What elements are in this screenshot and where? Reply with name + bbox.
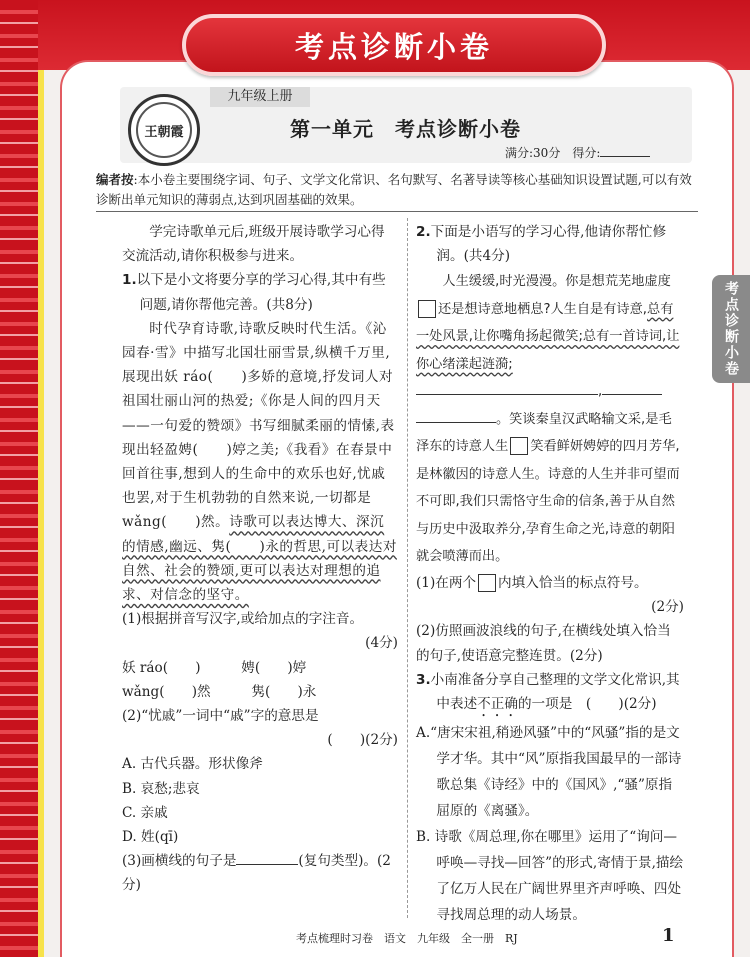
brand-logo xyxy=(128,94,200,166)
title-banner xyxy=(182,14,606,76)
question-3-stem-a: 小南准备分享自己整理的文学文化常识,其中表述 xyxy=(430,671,680,712)
sub-question-2-score: ( )(2分) xyxy=(327,732,398,749)
page-footer: 考点梳理时习卷 语文 九年级 全一册 RJ xyxy=(296,932,518,945)
sub-question-2: (2)“忧戚”一词中“戚”字的意思是 xyxy=(122,708,319,725)
passage-part-5: 笑看鲜妍娉婷的四月芳华,是林徽因的诗意人生。诗意的人生并非可望而不可即,我们只需恪守生命的信条,善于从自然与历史中汲取养分,孕育生命之光,诗意的朝阳就会喷薄而出。 xyxy=(416,439,680,565)
editor-note-label: 编者按 xyxy=(96,172,134,187)
passage-underlined: 诗歌可以表达博大、深沉的情感,幽远、隽( )永的哲思,可以表达对自然、社会的赞颂,更可以表达对理想的追求、对信念的坚守。 xyxy=(122,514,397,604)
question-2-passage: 人生缓缓,时光漫漫。你是想荒芜地虚度还是想诗意地栖息?人生自是有诗意,总有一处风景,让你嘴角扬起微笑;总有一首诗词,让你心绪漾起涟漪; , 。笑谈秦皇汉武略输文采,是毛泽东的诗意人生 笑看鲜妍娉婷的四月芳华,是林徽因的诗意人生。诗意的人生并非可望而不可即,我们只需恪守生命的信条,善于从自然与历史中汲取养分,孕育生命之光,诗意的朝阳就会喷薄而出。 xyxy=(416,274,680,565)
sub-question-3-type: (复句类型)。(2分) xyxy=(122,853,391,894)
score-text: 满分:30分 得分: xyxy=(505,146,601,160)
sub-question-q2-2: (2)仿照画波浪线的句子,在横线处填入恰当的句子,使语意完整连贯。(2分) xyxy=(416,623,671,664)
question-3 xyxy=(416,668,684,720)
option-b: B. 哀愁;悲哀 xyxy=(122,780,200,797)
column-divider xyxy=(407,218,408,918)
sub-q2-1-text-a: (1)在两个 xyxy=(416,574,477,591)
question-1 xyxy=(122,268,398,316)
punctuation-box-1[interactable] xyxy=(418,300,436,318)
sub-question-3-text: (3)画横线的句子是 xyxy=(122,853,237,870)
punctuation-box-icon xyxy=(478,574,496,592)
sub-q2-1-text-b: 内填入恰当的标点符号。 xyxy=(498,574,648,591)
passage-part-1: 人生缓缓,时光漫漫。你是想荒芜地虚度 xyxy=(442,274,671,290)
banner-title: 考点诊断小卷 xyxy=(294,29,493,64)
grade-label: 九年级上册 xyxy=(210,87,310,107)
decorative-left-border xyxy=(0,0,38,957)
option-d: D. 姓(qī) xyxy=(122,829,179,846)
question-3-stem-b: 的一项是 ( )(2分) xyxy=(517,695,657,712)
sub-q2-1-score: (2分) xyxy=(651,599,684,616)
passage-plain: 时代孕育诗歌,诗歌反映时代生活。《沁园春·雪》中描写北国壮丽雪景,纵横千万里,展现出妖 ráo( )多娇的意境,抒发词人对祖国壮丽山河的热爱;《你是人间的四月天——一句爱的赞颂》书写细腻柔丽的情愫,表现出轻盈娉( )婷之美;《我看》在春景中回首往事,想到人的生命中的欢乐也好,忧戚也罢,对于生机勃勃的自然来说,一切都是 wǎng( )然。 xyxy=(122,320,395,531)
editor-note-text: :本小卷主要围绕字词、句子、文学文化常识、名句默写、名著导读等核心基础知识设置试题,可以有效诊断出单元知识的薄弱点,达到巩固基础的效果。 xyxy=(96,172,692,207)
question-2-stem: 下面是小语写的学习心得,他请你帮忙修润。(共4分) xyxy=(430,224,667,265)
score-line xyxy=(505,144,650,161)
score-blank xyxy=(600,156,650,157)
question-1-passage xyxy=(122,317,398,607)
editor-note xyxy=(96,170,696,210)
question-3-number: 3. xyxy=(416,671,431,688)
option-c: C. 亲戚 xyxy=(122,804,168,821)
question-2-number: 2. xyxy=(416,224,431,240)
question-1-stem: 以下是小文将要分享的学习心得,其中有些问题,请你帮他完善。(共8分) xyxy=(136,272,386,313)
page-number: 1 xyxy=(662,925,675,946)
q3-option-a: A.“唐宋宋祖,稍逊风骚”中的“风骚”指的是文学才华。其中“风”原指我国最早的一部诗歌总集《诗经》中的《国风》,“骚”原指屈原的《离骚》。 xyxy=(416,724,682,819)
pinyin-row-2: wǎng( )然 隽( )永 xyxy=(122,683,317,700)
passage-wavy: 总有一处风景,让你嘴角扬起微笑;总有一首诗词,让你心绪漾起涟漪; xyxy=(416,301,680,372)
option-a: A. 古代兵器。形状像斧 xyxy=(122,756,263,773)
sub-question-1: (1)根据拼音写汉字,或给加点的字注音。 xyxy=(122,611,364,628)
answer-blank[interactable] xyxy=(236,864,298,865)
question-3-emphasis: 不正确 xyxy=(477,695,518,712)
page-title: 第一单元 考点诊断小卷 xyxy=(290,117,521,141)
question-2 xyxy=(416,220,684,268)
sub-question-q2-1 xyxy=(416,571,684,595)
fill-blank-1[interactable] xyxy=(416,394,598,395)
punctuation-box-2[interactable] xyxy=(510,437,528,455)
fill-blank-3[interactable] xyxy=(416,422,496,423)
sub-question-1-score: (4分) xyxy=(365,635,398,652)
side-tab: 考点诊断小卷 xyxy=(712,275,750,383)
passage-part-2: 还是想诗意地栖息?人生自是有诗意, xyxy=(438,301,648,317)
divider xyxy=(96,211,698,212)
right-column xyxy=(416,220,684,928)
question-1-number: 1. xyxy=(122,272,137,289)
fill-blank-2[interactable] xyxy=(602,394,662,395)
sub-question-3 xyxy=(122,849,398,897)
intro-text: 学完诗歌单元后,班级开展诗歌学习心得交流活动,请你积极参与进来。 xyxy=(122,224,385,265)
left-column xyxy=(122,220,398,898)
passage-part-4: 。笑谈秦皇汉武略输文采,是毛泽东的诗意人生 xyxy=(416,411,672,455)
logo-text: 王朝霞 xyxy=(144,124,184,140)
q3-option-b: B. 诗歌《周总理,你在哪里》运用了“询问—呼唤—寻找—回答”的形式,寄情于景,描绘了亿万人民在广阔世界里齐声呼唤、四处寻找周总理的动人场景。 xyxy=(416,828,684,923)
pinyin-row-1: 妖 ráo( ) 娉( )婷 xyxy=(122,659,307,676)
